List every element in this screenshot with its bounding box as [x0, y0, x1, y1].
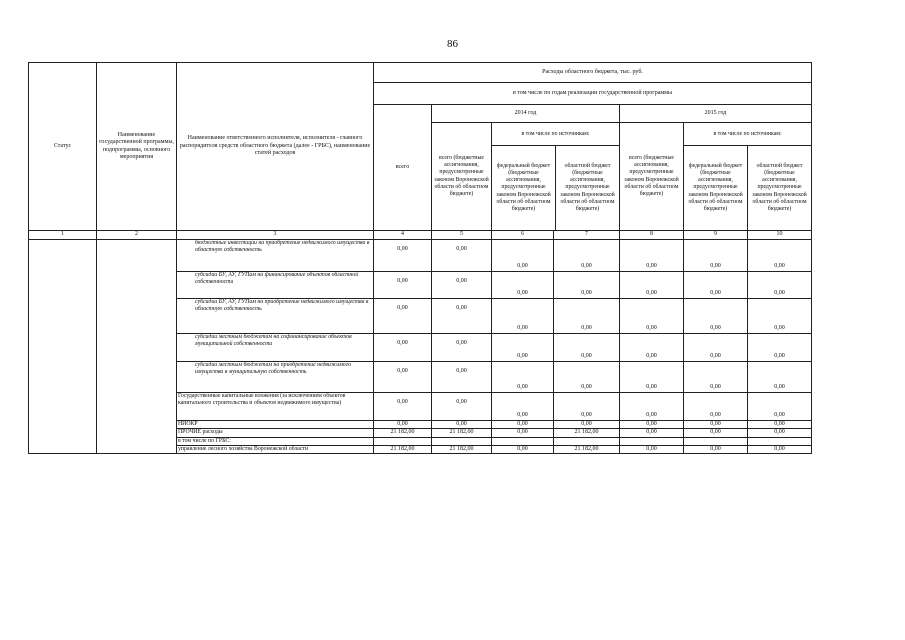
cell-value: 0,00 — [620, 420, 684, 429]
cell-value: 0,00 — [748, 429, 812, 438]
column-number: 6 — [492, 231, 554, 240]
header-year-2015: 2015 год — [620, 105, 812, 123]
cell-value: 0,00 — [748, 298, 812, 333]
header-program-name: Наименование государственной программы, подпрограммы, основного мероприятия — [97, 63, 177, 231]
column-number: 8 — [620, 231, 684, 240]
header-total-budget-2014: всего (бюджетные ассигнования, предусмотренные законом Воронежской области об областном бюджете) — [432, 123, 492, 231]
row-name: субсидии БУ, АУ, ГУПам на приобретение недвижимого имущества в областную собственность — [177, 298, 374, 333]
cell-value: 0,00 — [748, 420, 812, 429]
column-number: 10 — [748, 231, 812, 240]
column-number: 1 — [29, 231, 97, 240]
cell-value: 0,00 — [492, 429, 554, 438]
cell-value: 0,00 — [432, 392, 492, 420]
table-row — [29, 239, 812, 271]
cell-value: 0,00 — [492, 445, 554, 454]
cell-value: 0,00 — [684, 361, 748, 392]
cell-value: 0,00 — [492, 239, 554, 271]
cell-value: 0,00 — [432, 271, 492, 298]
header-federal-2015: федеральный бюджет (бюджетные ассигнования, предусмотренные законом Воронежской области об областном бюджете) — [684, 146, 748, 230]
row-name: бюджетные инвестиции на приобретение недвижимого имущества в областную собственность — [177, 239, 374, 271]
cell-value: 0,00 — [748, 445, 812, 454]
row-name: управление лесного хозяйства Воронежской области — [177, 445, 374, 454]
cell-value: 0,00 — [748, 333, 812, 361]
cell-value: 21 182,00 — [374, 429, 432, 438]
cell-value: 0,00 — [492, 298, 554, 333]
cell-value: 0,00 — [432, 298, 492, 333]
header-by-years: в том числе по годам реализации государственной программы — [374, 83, 812, 105]
column-number: 4 — [374, 231, 432, 240]
cell-value: 0,00 — [554, 420, 620, 429]
cell-value: 0,00 — [432, 239, 492, 271]
cell-value: 0,00 — [374, 239, 432, 271]
program-cell — [97, 239, 177, 454]
cell-value: 0,00 — [492, 392, 554, 420]
status-cell — [29, 239, 97, 454]
cell-value: 0,00 — [432, 333, 492, 361]
budget-table — [28, 62, 812, 454]
cell-value: 0,00 — [620, 333, 684, 361]
column-number: 2 — [97, 231, 177, 240]
cell-value: 0,00 — [620, 392, 684, 420]
cell-value: 0,00 — [374, 420, 432, 429]
column-number-row — [29, 231, 812, 240]
cell-value: 0,00 — [374, 361, 432, 392]
column-number: 3 — [177, 231, 374, 240]
row-name: субсидии местным бюджетам на приобретение недвижимого имущества в муниципальную собственность — [177, 361, 374, 392]
cell-value: 0,00 — [620, 239, 684, 271]
cell-value: 0,00 — [620, 298, 684, 333]
row-name: Государственные капитальные вложения (за исключением объектов капитального строительства и объектов недвижимого имущества) — [177, 392, 374, 420]
cell-value: 0,00 — [374, 392, 432, 420]
header-incl-sources-2015: в том числе по источникам: — [684, 123, 811, 146]
row-name: субсидии БУ, АУ, ГУПам на финансирование объектов областной собственности — [177, 271, 374, 298]
cell-value: 0,00 — [374, 271, 432, 298]
cell-value: 0,00 — [492, 361, 554, 392]
header-regional-2015: областной бюджет (бюджетные ассигнования, предусмотренные законом Воронежской области об областном бюджете) — [752, 162, 807, 213]
cell-value: 0,00 — [748, 392, 812, 420]
cell-value: 21 182,00 — [432, 445, 492, 454]
cell-value: 0,00 — [554, 333, 620, 361]
cell-value: 0,00 — [620, 429, 684, 438]
header-regional-2014: областной бюджет (бюджетные ассигнования, предусмотренные законом Воронежской области об областном бюджете) — [560, 162, 615, 213]
cell-value: 21 182,00 — [432, 429, 492, 438]
cell-value: 0,00 — [684, 392, 748, 420]
cell-value: 0,00 — [554, 298, 620, 333]
cell-value: 0,00 — [684, 429, 748, 438]
cell-value — [374, 437, 432, 445]
header-incl-sources-2014: в том числе по источникам: — [492, 123, 619, 146]
cell-value: 21 182,00 — [374, 445, 432, 454]
cell-value: 0,00 — [684, 420, 748, 429]
cell-value — [554, 437, 620, 445]
column-number: 5 — [432, 231, 492, 240]
header-total-budget-2015: всего (бюджетные ассигнования, предусмотренные законом Воронежской области об областном бюджете) — [620, 123, 684, 231]
row-name: ПРОЧИЕ расходы — [177, 429, 374, 438]
cell-value: 0,00 — [374, 333, 432, 361]
cell-value — [432, 437, 492, 445]
cell-value: 0,00 — [748, 271, 812, 298]
cell-value: 0,00 — [684, 333, 748, 361]
cell-value: 0,00 — [620, 361, 684, 392]
cell-value: 0,00 — [492, 420, 554, 429]
cell-value: 0,00 — [684, 298, 748, 333]
header-status: Статус — [29, 63, 97, 231]
cell-value — [748, 437, 812, 445]
cell-value: 0,00 — [492, 271, 554, 298]
cell-value: 0,00 — [554, 392, 620, 420]
header-sources-2014 — [492, 123, 620, 231]
cell-value: 0,00 — [492, 333, 554, 361]
cell-value: 21 182,00 — [554, 429, 620, 438]
cell-value: 0,00 — [620, 445, 684, 454]
header-year-2014: 2014 год — [432, 105, 620, 123]
column-number: 9 — [684, 231, 748, 240]
cell-value: 0,00 — [620, 271, 684, 298]
cell-value — [684, 437, 748, 445]
row-name: в том числе по ГРБС: — [177, 437, 374, 445]
cell-value: 0,00 — [432, 420, 492, 429]
cell-value: 0,00 — [684, 271, 748, 298]
cell-value: 0,00 — [554, 239, 620, 271]
cell-value: 0,00 — [432, 361, 492, 392]
row-name: НИОКР — [177, 420, 374, 429]
cell-value: 0,00 — [748, 361, 812, 392]
cell-value: 0,00 — [748, 239, 812, 271]
header-expenses: Расходы областного бюджета, тыс. руб. — [374, 63, 812, 83]
cell-value: 21 182,00 — [554, 445, 620, 454]
cell-value: 0,00 — [554, 361, 620, 392]
cell-value: 0,00 — [554, 271, 620, 298]
cell-value — [492, 437, 554, 445]
header-sources-2015 — [684, 123, 812, 231]
header-total: всего — [374, 105, 432, 231]
row-name: субсидии местным бюджетам на софинансирование объектов муниципальной собственности — [177, 333, 374, 361]
column-number: 7 — [554, 231, 620, 240]
header-federal-2014: федеральный бюджет (бюджетные ассигнования, предусмотренные законом Воронежской области об областном бюджете) — [492, 146, 556, 230]
cell-value: 0,00 — [684, 445, 748, 454]
header-executor: Наименование ответственного исполнителя, исполнителя - главного распорядителя средств областного бюджета (далее - ГРБС), наименование статей расходов — [177, 63, 374, 231]
cell-value: 0,00 — [684, 239, 748, 271]
cell-value — [620, 437, 684, 445]
page-number: 86 — [447, 38, 458, 50]
cell-value: 0,00 — [374, 298, 432, 333]
